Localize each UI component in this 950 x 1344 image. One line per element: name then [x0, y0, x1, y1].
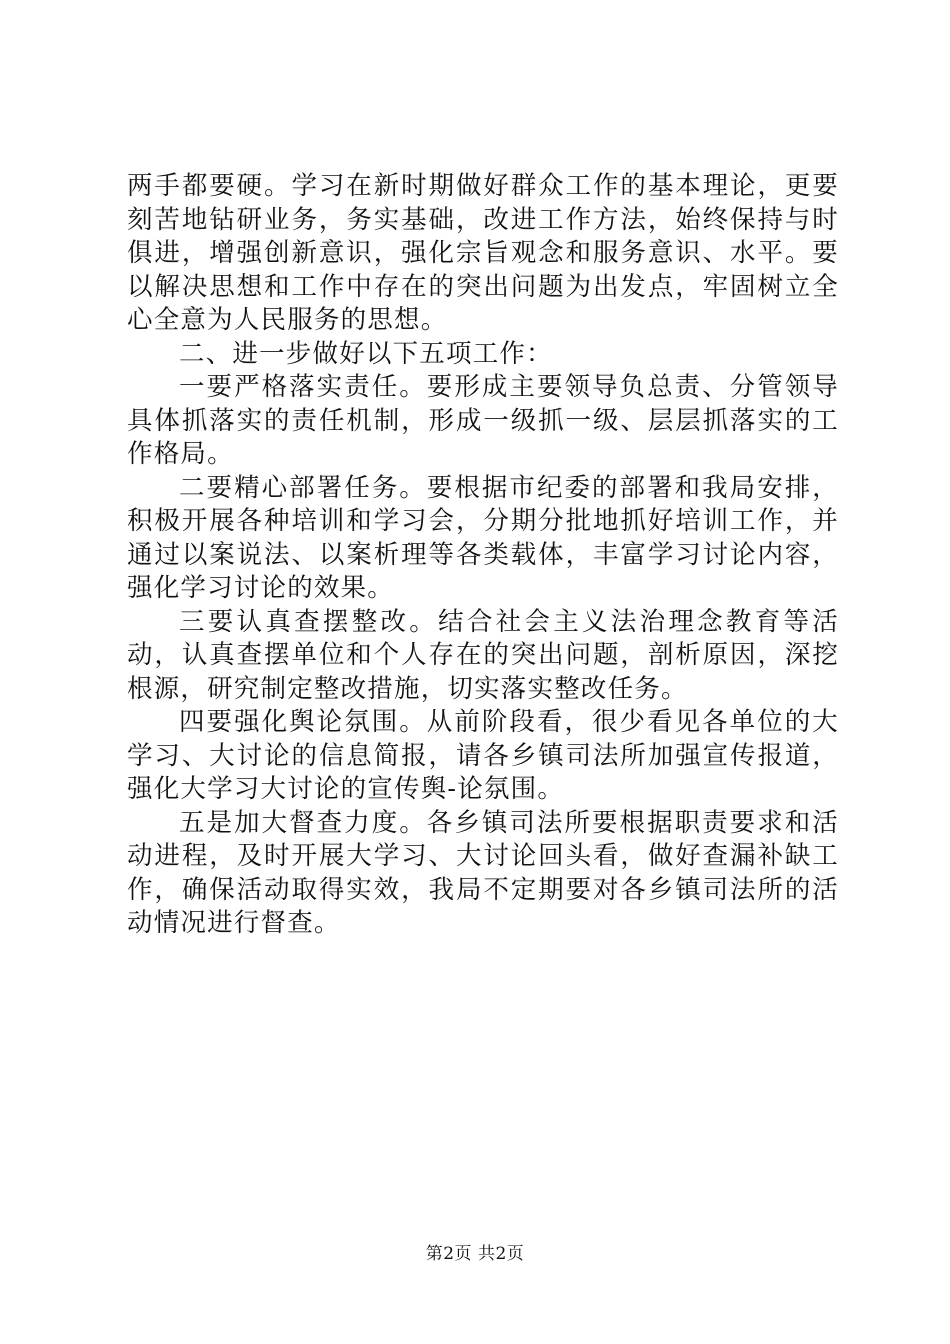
paragraph-item-4: 四要强化舆论氛围。从前阶段看，很少看见各单位的大学习、大讨论的信息简报，请各乡镇司法所加强宣传报道，强化大学习大讨论的宣传舆-论氛围。: [127, 707, 839, 804]
section-heading: 二、进一步做好以下五项工作：: [179, 338, 553, 369]
paragraph-item-2: 二要精心部署任务。要根据市纪委的部署和我局安排，积极开展各种培训和学习会，分期分批地抓好培训工作，并通过以案说法、以案析理等各类载体，丰富学习讨论内容，强化学习讨论的效果。: [127, 472, 839, 603]
paragraph-item-1: 一要严格落实责任。要形成主要领导负总责、分管领导具体抓落实的责任机制，形成一级抓一级、层层抓落实的工作格局。: [127, 372, 839, 469]
paragraph-item-3: 三要认真查摆整改。结合社会主义法治理念教育等活动，认真查摆单位和个人存在的突出问题，剖析原因，深挖根源，研究制定整改措施，切实落实整改任务。: [127, 606, 839, 704]
document-body: [127, 170, 839, 941]
paragraph-continuation: 两手都要硬。学习在新时期做好群众工作的基本理论，更要刻苦地钻研业务，务实基础，改进工作方法，始终保持与时俱进，增强创新意识，强化宗旨观念和服务意识、水平。要以解决思想和工作中存在的突出问题为出发点，牢固树立全心全意为人民服务的思想。: [127, 171, 839, 335]
page-number-footer: 第2页 共2页: [425, 1244, 525, 1264]
paragraph-item-5: 五是加大督查力度。各乡镇司法所要根据职责要求和活动进程，及时开展大学习、大讨论回头看，做好查漏补缺工作，确保活动取得实效，我局不定期要对各乡镇司法所的活动情况进行督查。: [127, 807, 839, 938]
